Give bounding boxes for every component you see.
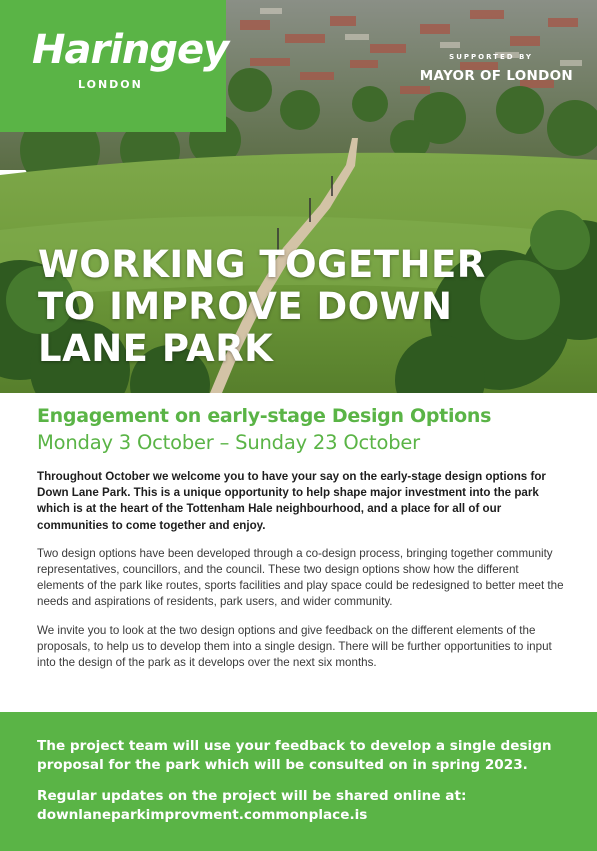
main-content: [37, 403, 567, 671]
supported-by-label: SUPPORTED BY: [449, 53, 533, 61]
page-title: [38, 244, 558, 370]
intro-paragraph: Throughout October we welcome you to have your say on the early-stage design options for Down Lane Park. This is a unique opportunity to help shape major investment into the park which is at the heart of the Tottenham Hale neighbourhood, and a place for all of our communities to come together and enjoy.: [37, 470, 546, 532]
section-heading: Engagement on early-stage Design Options: [37, 405, 492, 427]
feedback-statement: The project team will use your feedback to develop a single design proposal for the park which will be consulted on in spring 2023.: [37, 738, 552, 773]
mayor-of-london-logo: MAYOR OF LONDON: [419, 68, 573, 84]
updates-link-text: Regular updates on the project will be shared online at: downlaneparkimprovment.commonplace.is: [37, 788, 467, 823]
hero-banner: [0, 0, 597, 393]
title-line: LANE PARK: [38, 327, 274, 370]
footer-banner: [0, 712, 597, 851]
engagement-dates: Monday 3 October – Sunday 23 October: [37, 431, 420, 454]
design-options-paragraph: Two design options have been developed through a co-design process, bringing together community representatives, councillors, and the council. These two design options show how the different elements of the park like routes, sports facilities and play space could be redesigned to better meet the needs and aspirations of residents, park users, and wider community.: [37, 546, 564, 609]
logo-wordmark: Haringey: [32, 27, 229, 73]
title-line: TO IMPROVE DOWN: [38, 285, 453, 328]
haringey-logo: [0, 0, 229, 132]
logo-subtitle: LONDON: [78, 78, 143, 91]
title-line: WORKING TOGETHER: [38, 243, 486, 286]
invitation-paragraph: We invite you to look at the two design options and give feedback on the different elements of the proposals, to help us to develop them into a single design. There will be further opportunities to input into the design of the park as it develops over the next six months.: [37, 623, 552, 670]
